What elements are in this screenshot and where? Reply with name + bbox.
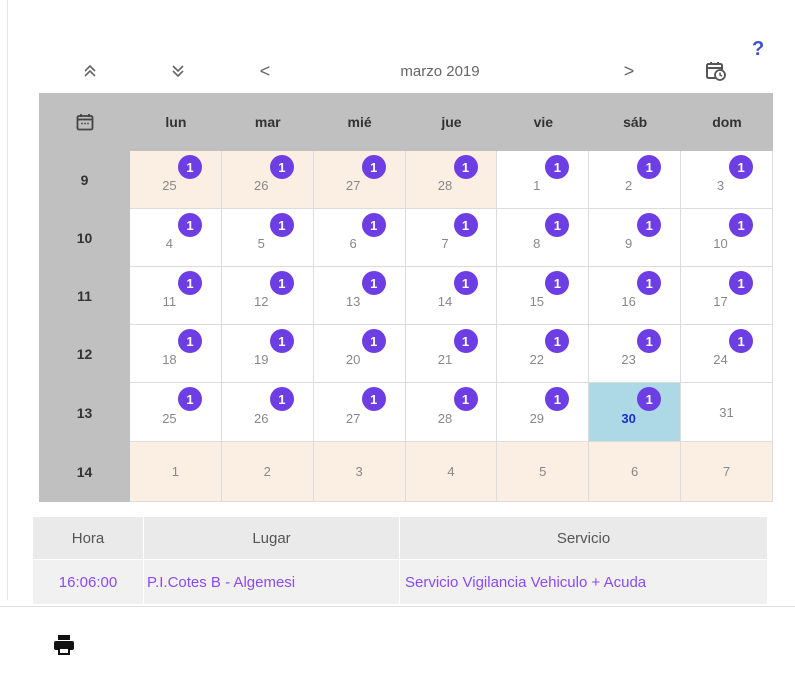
calendar-day[interactable] — [497, 151, 589, 209]
day-number: 21 — [437, 352, 453, 367]
calendar-day[interactable] — [681, 151, 773, 209]
day-number: 25 — [162, 178, 177, 193]
calendar-day[interactable] — [222, 151, 314, 209]
day-number: 26 — [254, 410, 269, 426]
cell-hora[interactable]: 16:06:00 — [33, 560, 144, 604]
event-count-badge[interactable]: 1 — [454, 329, 478, 353]
weekday-header: sáb — [623, 114, 648, 130]
calendar-week-row — [39, 383, 773, 442]
day-number: 19 — [254, 352, 269, 367]
event-count-badge[interactable]: 1 — [454, 213, 478, 237]
event-count-badge[interactable]: 1 — [454, 271, 478, 295]
event-count-badge[interactable]: 1 — [545, 387, 569, 411]
calendar-day[interactable] — [681, 325, 773, 383]
event-count-badge[interactable]: 1 — [545, 155, 569, 179]
calendar-day[interactable] — [222, 325, 314, 383]
day-number: 17 — [713, 294, 728, 309]
prev-year-button[interactable] — [60, 52, 120, 90]
day-number: 7 — [441, 236, 449, 251]
day-number: 28 — [437, 410, 453, 426]
event-count-badge[interactable]: 1 — [454, 155, 478, 179]
calendar-day[interactable] — [130, 442, 222, 502]
day-number: 29 — [529, 410, 545, 426]
calendar-day[interactable] — [222, 267, 314, 325]
event-count-badge[interactable]: 1 — [729, 329, 753, 353]
weekday-header: mié — [347, 114, 372, 130]
day-number: 15 — [529, 294, 545, 309]
calendar-day[interactable] — [130, 267, 222, 325]
event-count-badge[interactable]: 1 — [270, 387, 294, 411]
section-divider — [0, 606, 795, 607]
calendar-day[interactable] — [681, 209, 773, 267]
double-chevron-down-icon — [171, 64, 185, 78]
calendar-week-row — [39, 209, 773, 267]
day-number: 27 — [345, 178, 361, 193]
calendar-day[interactable] — [406, 325, 498, 383]
day-number: 5 — [539, 464, 547, 479]
weekday-header-row — [39, 93, 773, 151]
day-number: 6 — [631, 464, 639, 479]
day-number: 9 — [625, 236, 633, 251]
event-count-badge[interactable]: 1 — [637, 155, 661, 179]
cell-servicio[interactable]: Servicio Vigilancia Vehiculo + Acuda — [400, 560, 768, 604]
week-number: 12 — [76, 346, 93, 362]
weekday-header: vie — [533, 114, 554, 130]
events-table-header — [33, 517, 768, 559]
calendar-day[interactable] — [589, 209, 681, 267]
day-number: 20 — [345, 352, 361, 367]
double-chevron-up-icon — [83, 64, 97, 78]
event-count-badge[interactable]: 1 — [362, 213, 386, 237]
event-count-badge[interactable]: 1 — [270, 213, 294, 237]
day-number: 16 — [621, 294, 636, 309]
event-count-badge[interactable]: 1 — [637, 329, 661, 353]
column-header-lugar: Lugar — [144, 517, 400, 559]
day-number: 5 — [257, 236, 265, 251]
calendar-day-today[interactable] — [589, 383, 681, 442]
calendar-day[interactable] — [497, 325, 589, 383]
next-month-button[interactable] — [602, 52, 656, 90]
event-count-badge[interactable]: 1 — [270, 271, 294, 295]
calendar-day[interactable] — [589, 267, 681, 325]
calendar-week-row — [39, 325, 773, 383]
calendar-day[interactable] — [406, 442, 498, 502]
day-number: 31 — [719, 404, 734, 420]
event-count-badge[interactable]: 1 — [362, 271, 386, 295]
calendar-day[interactable] — [222, 209, 314, 267]
day-number: 2 — [625, 178, 633, 193]
week-number: 11 — [77, 288, 92, 304]
calendar-day[interactable] — [130, 325, 222, 383]
event-count-badge[interactable]: 1 — [729, 155, 753, 179]
left-divider — [7, 0, 8, 600]
calendar-day[interactable] — [589, 325, 681, 383]
calendar-day[interactable] — [497, 383, 589, 442]
calendar-day[interactable] — [314, 209, 406, 267]
event-count-badge[interactable]: 1 — [178, 213, 202, 237]
event-count-badge[interactable]: 1 — [637, 271, 661, 295]
calendar-icon — [76, 113, 94, 131]
event-count-badge[interactable]: 1 — [270, 155, 294, 179]
calendar-clock-icon — [705, 60, 727, 82]
calendar-day[interactable] — [406, 209, 498, 267]
calendar-day[interactable] — [130, 209, 222, 267]
weekday-header: lun — [165, 114, 187, 130]
event-count-badge[interactable]: 1 — [178, 387, 202, 411]
event-count-badge[interactable]: 1 — [270, 329, 294, 353]
day-number: 8 — [533, 236, 541, 251]
day-number: 4 — [447, 464, 455, 479]
day-number: 10 — [713, 236, 728, 251]
day-number: 24 — [713, 352, 728, 367]
event-count-badge[interactable]: 1 — [729, 213, 753, 237]
print-icon — [52, 633, 76, 657]
weekday-header: mar — [254, 114, 281, 130]
week-number: 9 — [80, 172, 89, 188]
calendar-week-row — [39, 267, 773, 325]
calendar-day[interactable] — [681, 267, 773, 325]
event-count-badge[interactable]: 1 — [178, 329, 202, 353]
event-count-badge[interactable]: 1 — [545, 329, 569, 353]
event-count-badge[interactable]: 1 — [178, 271, 202, 295]
day-number: 28 — [437, 178, 453, 193]
day-number: 3 — [716, 178, 725, 193]
week-number: 14 — [76, 464, 93, 480]
calendar-day[interactable] — [130, 151, 222, 209]
day-number: 13 — [345, 294, 361, 309]
calendar-day[interactable] — [222, 442, 314, 502]
calendar-day[interactable] — [130, 383, 222, 442]
day-number: 4 — [165, 236, 174, 251]
week-number: 13 — [76, 404, 93, 421]
column-header-hora: Hora — [33, 517, 144, 559]
weekday-header: dom — [712, 114, 742, 130]
event-count-badge[interactable]: 1 — [178, 155, 202, 179]
calendar-day[interactable] — [314, 383, 406, 442]
event-count-badge[interactable]: 1 — [637, 387, 661, 411]
day-number: 2 — [263, 464, 271, 479]
weekday-header: jue — [441, 114, 462, 130]
month-title: marzo 2019 — [400, 62, 480, 80]
calendar-day[interactable] — [681, 442, 773, 502]
next-year-button[interactable] — [148, 52, 208, 90]
day-number: 7 — [722, 464, 731, 479]
print-button[interactable] — [52, 633, 76, 657]
calendar-day[interactable] — [314, 267, 406, 325]
calendar-day[interactable] — [406, 383, 498, 442]
day-number: 23 — [621, 352, 636, 367]
cell-lugar[interactable]: P.I.Cotes B - Algemesi — [144, 560, 400, 604]
event-count-badge[interactable]: 1 — [362, 329, 386, 353]
table-row[interactable] — [33, 560, 768, 604]
help-link[interactable]: ? — [752, 38, 765, 60]
calendar-week-row — [39, 151, 773, 209]
calendar-day[interactable] — [497, 442, 589, 502]
day-number: 1 — [171, 464, 180, 479]
event-count-badge[interactable]: 1 — [545, 271, 569, 295]
day-number: 30 — [621, 410, 636, 426]
calendar-grid — [39, 93, 773, 502]
day-number: 3 — [355, 464, 363, 479]
event-count-badge[interactable]: 1 — [637, 213, 661, 237]
calendar-day[interactable] — [589, 442, 681, 502]
event-count-badge[interactable]: 1 — [729, 271, 753, 295]
day-number: 12 — [254, 294, 269, 309]
calendar-day[interactable] — [222, 383, 314, 442]
calendar-day[interactable] — [314, 442, 406, 502]
calendar-day[interactable] — [406, 267, 498, 325]
day-number: 14 — [437, 294, 453, 309]
event-count-badge[interactable]: 1 — [454, 387, 478, 411]
day-number: 18 — [162, 352, 177, 367]
week-number: 10 — [76, 230, 93, 246]
column-header-servicio: Servicio — [400, 517, 768, 559]
calendar-day[interactable] — [314, 151, 406, 209]
day-number: 27 — [345, 410, 361, 426]
day-number: 22 — [529, 352, 545, 367]
chevron-right-icon: > — [623, 60, 635, 81]
calendar-day[interactable] — [497, 209, 589, 267]
day-number: 11 — [162, 294, 177, 309]
event-count-badge[interactable]: 1 — [362, 387, 386, 411]
calendar-clock-button[interactable] — [694, 52, 738, 90]
calendar-day[interactable] — [314, 325, 406, 383]
calendar-day[interactable] — [406, 151, 498, 209]
calendar-day[interactable] — [589, 151, 681, 209]
calendar-toolbar — [40, 52, 773, 90]
calendar-day[interactable] — [681, 383, 773, 442]
calendar-week-row — [39, 442, 773, 502]
week-column-header — [39, 93, 130, 151]
chevron-left-icon: < — [259, 60, 271, 81]
day-number: 6 — [349, 236, 357, 251]
day-number: 1 — [533, 178, 541, 193]
day-number: 25 — [162, 410, 177, 426]
event-count-badge[interactable]: 1 — [362, 155, 386, 179]
day-number: 26 — [254, 178, 269, 193]
calendar-day[interactable] — [497, 267, 589, 325]
prev-month-button[interactable] — [238, 52, 292, 90]
event-count-badge[interactable]: 1 — [545, 213, 569, 237]
